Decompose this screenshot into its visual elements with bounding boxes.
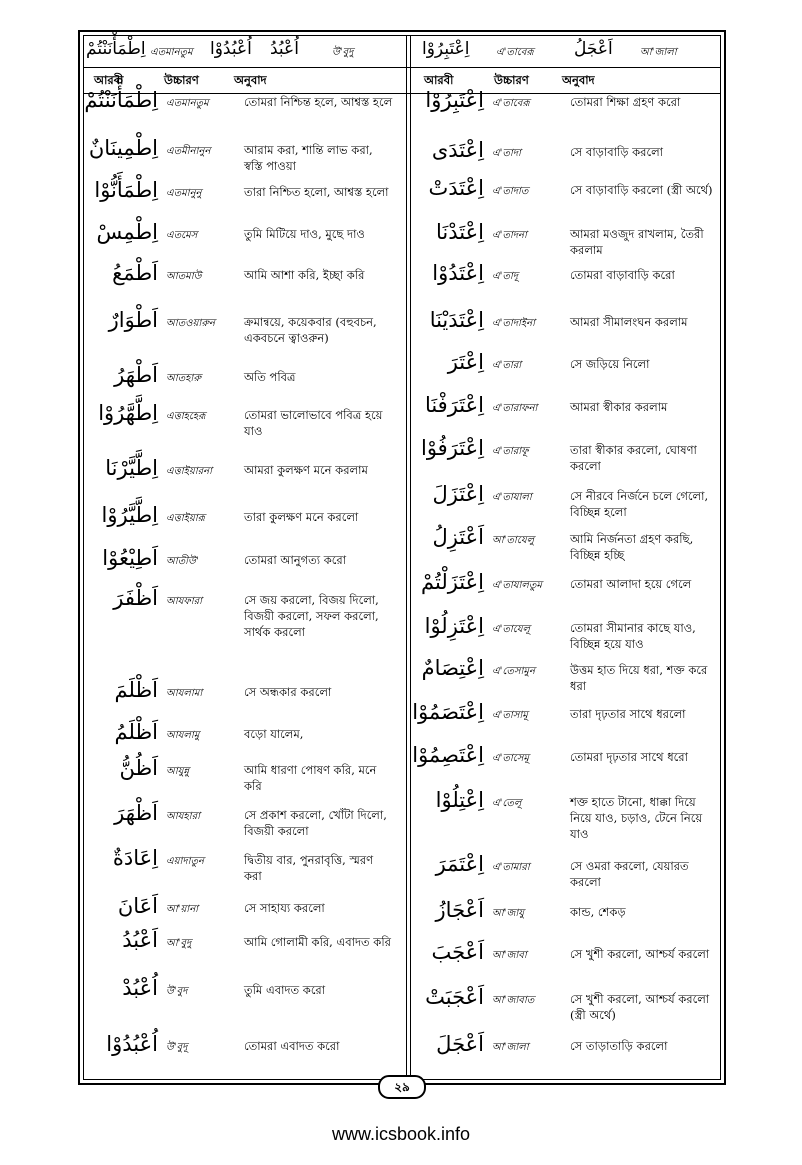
- pronunciation: এতমানুনু: [166, 188, 202, 199]
- pronunciation: এত্তাইয়ারনা: [166, 466, 213, 477]
- pronunciation: আ'য়ানা: [166, 904, 199, 915]
- guide-arabic-left-1: اِطْمَأْنَنْتُمْ: [86, 39, 146, 59]
- pronunciation: এ'তাসামূ: [492, 710, 528, 721]
- header-pron-right: উচ্চারণ: [494, 73, 529, 87]
- pronunciation: আযফারা: [166, 596, 203, 607]
- meaning: আমরা স্বীকার করলাম: [570, 400, 668, 414]
- arabic-word: اَعْجَلَ: [436, 1032, 484, 1056]
- arabic-word: اِعْتَدَتْ: [428, 176, 484, 200]
- arabic-word: اَعْتَزِلُ: [432, 525, 484, 549]
- meaning: আমি নির্জনতা গ্রহণ করছি, বিচ্ছিন্ন হচ্ছি: [570, 532, 694, 562]
- pronunciation: এ'তাবেরূ: [492, 98, 530, 109]
- arabic-word: اِعْتَرَفُوْا: [420, 436, 484, 460]
- guide-translit-right-1: এ'তাবেরূ: [496, 47, 534, 58]
- pronunciation: এ'তাদাত: [492, 186, 529, 197]
- meaning: আমরা সীমালংঘন করলাম: [570, 315, 688, 329]
- pronunciation: এ'তাদাইনা: [492, 318, 535, 329]
- pronunciation: এ'তাযালতুম: [492, 580, 542, 591]
- arabic-word: اِطْمَأْنَنْتُمْ: [84, 88, 158, 112]
- arabic-word: اِطْمَأَنُّوْا: [94, 178, 158, 202]
- meaning: তোমরা নিশ্চিন্ত হলে, আশ্বস্ত হলে: [244, 95, 393, 109]
- pronunciation: আ'জাবাত: [492, 995, 535, 1006]
- guide-arabic-right-1: اِعْتَبِرُوْا: [422, 39, 470, 59]
- meaning: সে অন্ধকার করলো: [244, 685, 332, 699]
- arabic-word: اِعْتَبِرُوْا: [425, 88, 484, 112]
- header-meaning-right: অনুবাদ: [562, 73, 595, 87]
- pronunciation: এতমানতুম: [166, 98, 209, 109]
- pronunciation: আতহারু: [166, 373, 201, 384]
- pronunciation: উ'বুদূ: [166, 1042, 188, 1053]
- pronunciation: এ'তারাফূ: [492, 446, 529, 457]
- pronunciation: আতওয়ারুন: [166, 318, 215, 329]
- arabic-word: اَظْهَرَ: [114, 801, 158, 825]
- guide-translit-left-1: এতমানতুম: [150, 47, 193, 58]
- pronunciation: এত্তাহহেরূ: [166, 411, 206, 422]
- arabic-word: اِعْتَرَ: [447, 350, 484, 374]
- arabic-word: اَطْهَرُ: [114, 363, 158, 387]
- pronunciation: এ'তাদনা: [492, 230, 527, 241]
- arabic-word: اِعْتَزِلُوْا: [424, 614, 484, 638]
- meaning: সে প্রকাশ করলো, খোঁটা দিলো, বিজয়ী করলো: [244, 808, 387, 838]
- arabic-word: اِعْتَزَلَ: [432, 482, 484, 506]
- meaning: সে খুশী করলো, আশ্চর্য করলো (স্ত্রী অর্থে): [570, 992, 710, 1022]
- header-meaning-left: অনুবাদ: [234, 73, 267, 87]
- guide-arabic-left-3: اُعْبُدُ: [270, 39, 299, 59]
- arabic-word: اِعْتَمَرَ: [435, 852, 484, 876]
- meaning: সে জয় করলো, বিজয় দিলো, বিজয়ী করলো, সফল করলো, সার্থক করলো: [244, 593, 379, 639]
- arabic-word: اِعْتَرَفْنَا: [424, 393, 484, 417]
- arabic-word: اَظْلَمَ: [114, 678, 158, 702]
- pronunciation: এতমীনানুন: [166, 146, 211, 157]
- arabic-word: اِعْتَصِمُوْا: [412, 743, 484, 767]
- pronunciation: আতীউ': [166, 556, 199, 567]
- meaning: তারা কুলক্ষণ মনে করলো: [244, 510, 359, 524]
- arabic-word: اِعْتِلُوْا: [435, 788, 484, 812]
- arabic-word: اِعْتَدَيْنَا: [429, 308, 484, 332]
- meaning: তোমরা আলাদা হয়ে গেলে: [570, 577, 692, 591]
- meaning: বড়ো যালেম,: [244, 727, 304, 741]
- pronunciation: আ'জাযু: [492, 908, 525, 919]
- arabic-word: اَظْلَمُ: [114, 720, 158, 744]
- meaning: আমি গোলামী করি, এবাদত করি: [244, 935, 391, 949]
- arabic-word: اِطَّهَّرُوْا: [98, 401, 158, 425]
- meaning: সে তাড়াতাড়ি করলো: [570, 1039, 668, 1053]
- arabic-word: اِطَّيَّرُوْا: [101, 503, 158, 527]
- meaning: আমি আশা করি, ইচ্ছা করি: [244, 268, 365, 282]
- arabic-word: اِطَّيَّرْنَا: [105, 456, 158, 480]
- meaning: সে জড়িয়ে নিলো: [570, 357, 650, 371]
- meaning: তোমরা এবাদত করো: [244, 1039, 340, 1053]
- guide-arabic-right-2: اَعْجَلُ: [574, 39, 613, 59]
- pronunciation: আতমাউ: [166, 271, 202, 282]
- pronunciation: এত্তাইয়ারূ: [166, 513, 205, 524]
- arabic-word: اِطْمِينَانٌ: [88, 136, 158, 160]
- arabic-word: اَطِيْعُوْا: [102, 546, 158, 570]
- meaning: সে নীরবে নির্জনে চলে গেলো, বিচ্ছিন্ন হলো: [570, 489, 709, 519]
- guide-translit-left-3: উ'বুদু: [332, 47, 354, 58]
- arabic-word: اِعْتَدُوْا: [432, 261, 484, 285]
- header-pron-left: উচ্চারণ: [164, 73, 199, 87]
- pronunciation: আযলামা: [166, 688, 203, 699]
- arabic-word: اِعْتَدْنَا: [436, 220, 484, 244]
- pronunciation: এয়াদাতুন: [166, 856, 205, 867]
- meaning: সে বাড়াবাড়ি করলো: [570, 145, 663, 159]
- meaning: তোমরা শিক্ষা গ্রহণ করো: [570, 95, 681, 109]
- meaning: আমরা মওজুদ রাখলাম, তৈরী করলাম: [570, 227, 704, 257]
- pronunciation: উ'বুদ: [166, 986, 188, 997]
- meaning: অতি পবিত্র: [244, 370, 296, 384]
- arabic-word: اَظْفَرَ: [113, 586, 158, 610]
- pronunciation: এ'তামারা: [492, 862, 530, 873]
- arabic-word: اُعْبُدْ: [122, 976, 158, 1000]
- pronunciation: এ'তাদূ: [492, 271, 519, 282]
- meaning: উত্তম হাত দিয়ে ধরা, শক্ত করে ধরা: [570, 663, 708, 693]
- header-guide-bar: [84, 36, 720, 68]
- page-frame: [78, 30, 726, 1085]
- pronunciation: এতমেস: [166, 230, 198, 241]
- header-arabic-right: আরবী: [424, 73, 454, 87]
- arabic-word: اَعْجَبَتْ: [425, 985, 484, 1009]
- arabic-word: اِعْتِصَامٌ: [421, 656, 484, 680]
- meaning: শক্ত হাতে টানো, ধাক্কা দিয়ে নিয়ে যাও, চড়াও, টেনে নিয়ে যাও: [570, 795, 703, 841]
- meaning: সে খুশী করলো, আশ্চর্য করলো: [570, 947, 710, 961]
- guide-arabic-left-2: اُعْبُدُوْا: [210, 39, 252, 59]
- arabic-word: اِعْتَصَمُوْا: [412, 700, 484, 724]
- arabic-word: اَطْوَارٌ: [108, 308, 158, 332]
- meaning: তোমরা আনুগত্য করো: [244, 553, 347, 567]
- header-arabic-left: আরবী: [94, 73, 124, 87]
- meaning: আমি ধারণা পোষণ করি, মনে করি: [244, 763, 377, 793]
- arabic-word: اِطْمِسْ: [96, 220, 158, 244]
- meaning: তুমি মিটিয়ে দাও, মুছে দাও: [244, 227, 365, 241]
- footer-url: www.icsbook.info: [331, 1124, 471, 1144]
- pronunciation: আ'তাযেলু: [492, 535, 535, 546]
- meaning: তারা স্বীকার করলো, ঘোষণা করলো: [570, 443, 697, 473]
- meaning: তোমরা দৃঢ়তার সাথে ধরো: [570, 750, 688, 764]
- arabic-word: اَطْمَعُ: [112, 261, 158, 285]
- meaning: তুমি এবাদত করো: [244, 983, 326, 997]
- guide-translit-right-2: আ'জালা: [640, 47, 677, 58]
- column-divider-double: [410, 36, 411, 1082]
- pronunciation: এ'তারাফনা: [492, 403, 538, 414]
- pronunciation: আযহারা: [166, 811, 200, 822]
- meaning: সে সাহায্য করলো: [244, 901, 325, 915]
- arabic-word: اَعَانَ: [117, 894, 158, 918]
- meaning: দ্বিতীয় বার, পুনরাবৃত্তি, স্মরণ করা: [244, 853, 374, 883]
- column-divider: [406, 36, 407, 1082]
- arabic-word: اَعْجَازُ: [435, 898, 484, 922]
- column-header-row: [84, 67, 720, 94]
- pronunciation: আ'জালা: [492, 1042, 529, 1053]
- arabic-word: اُعْبُدُوْا: [106, 1032, 158, 1056]
- pronunciation: আযলামু: [166, 730, 200, 741]
- meaning: তোমরা ভালোভাবে পবিত্র হয়ে যাও: [244, 408, 383, 438]
- arabic-word: اَعْبُدُ: [122, 928, 158, 952]
- pronunciation: আ'জাবা: [492, 950, 527, 961]
- meaning: তারা নিশ্চিত হলো, আশ্বস্ত হলো: [244, 185, 389, 199]
- pronunciation: আ'বুদু: [166, 938, 192, 949]
- meaning: তারা দৃঢ়তার সাথে ধরলো: [570, 707, 686, 721]
- page-frame-inner: [83, 35, 721, 1080]
- pronunciation: এ'তাদা: [492, 148, 521, 159]
- pronunciation: এ'তারা: [492, 360, 522, 371]
- arabic-word: اِعْتَدَى: [431, 138, 484, 162]
- pronunciation: এ'তেলূ: [492, 798, 522, 809]
- page-number: ২৯: [378, 1075, 426, 1099]
- arabic-word: اَظُنُّ: [119, 756, 158, 780]
- meaning: ক্রমান্বয়ে, কয়েকবার (বহুবচন, একবচনে ত্বাওরুন): [244, 315, 377, 345]
- meaning: আরাম করা, শান্তি লাভ করা, স্বস্তি পাওয়া: [244, 143, 373, 173]
- pronunciation: আযুন্নু: [166, 766, 190, 777]
- meaning: কান্ড, শেকড়: [570, 905, 626, 919]
- pronunciation: এ'তাসেমূ: [492, 753, 529, 764]
- pronunciation: এ'তাযেলূ: [492, 624, 530, 635]
- arabic-word: اِعْتَزَلْتُمْ: [421, 570, 484, 594]
- arabic-word: اِعَادَةٌ: [112, 846, 158, 870]
- pronunciation: এ'তেসামুন: [492, 666, 535, 677]
- meaning: তোমরা সীমানার কাছে যাও, বিচ্ছিন্ন হয়ে যাও: [570, 621, 696, 651]
- meaning: সে ওমরা করলো, যেয়ারত করলো: [570, 859, 689, 889]
- meaning: তোমরা বাড়াবাড়ি করো: [570, 268, 675, 282]
- pronunciation: এ'তাযালা: [492, 492, 532, 503]
- meaning: সে বাড়াবাড়ি করলো (স্ত্রী অর্থে): [570, 183, 713, 197]
- meaning: আমরা কুলক্ষণ মনে করলাম: [244, 463, 368, 477]
- arabic-word: اَعْجَبَ: [431, 940, 484, 964]
